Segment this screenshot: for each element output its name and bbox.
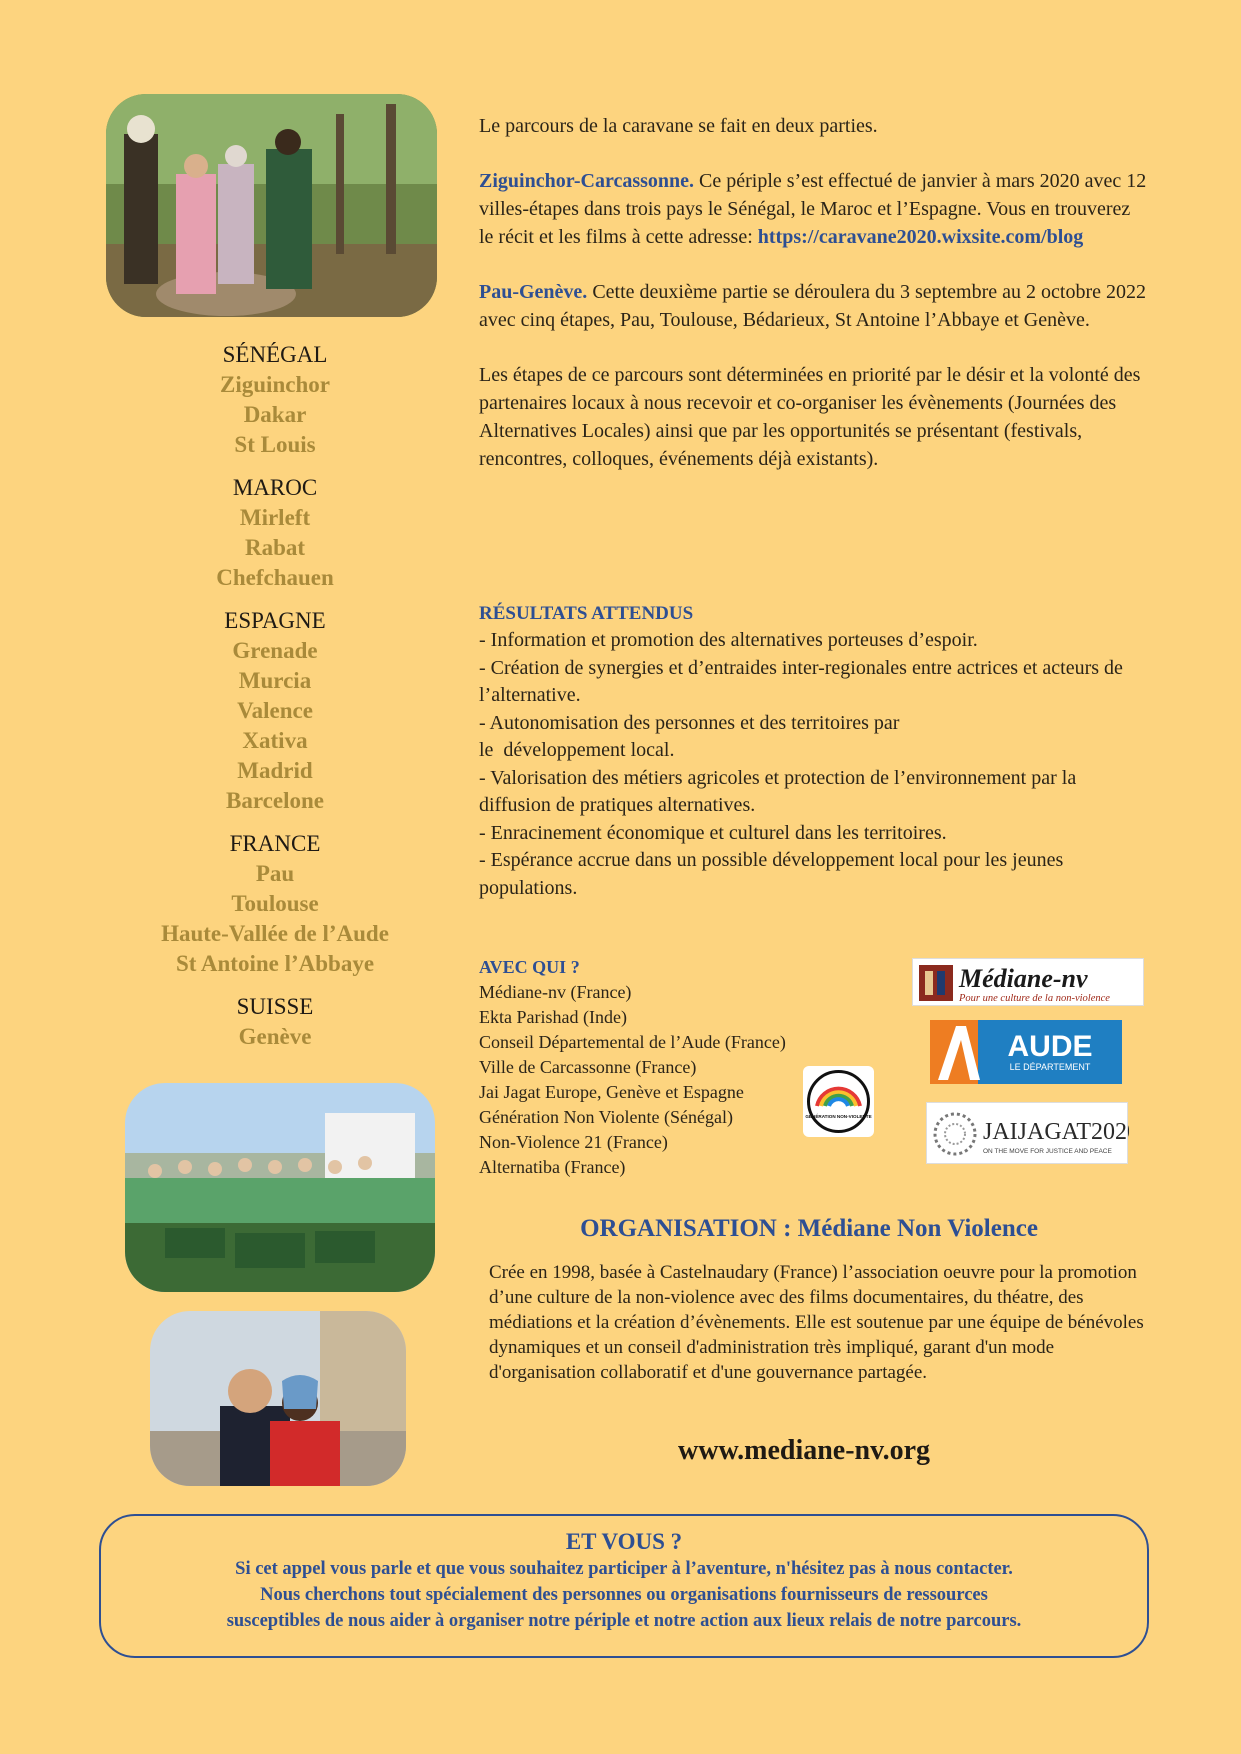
results-item: - Valorisation des métiers agricoles et protection de l’environnement par la diffusion de pratiques alternatives. bbox=[479, 766, 1077, 816]
pau-title: Pau-Genève. bbox=[479, 281, 588, 303]
organisation-title: ORGANISATION : Médiane Non Violence bbox=[580, 1215, 1038, 1242]
city: Haute-Vallée de l’Aude bbox=[161, 921, 389, 946]
ziguinchor-text: Ce périple s’est effectué de janvier à mars 2020 avec 12 villes-étapes dans trois pays le Sénégal, le Maroc et l’Espagne. Vous en trouverez le récit et les films à cette adresse: bbox=[479, 170, 1147, 248]
gnv-logo-name: GÉNÉRATION NON-VIOLENTE bbox=[805, 1114, 872, 1119]
city: Grenade bbox=[232, 638, 318, 663]
aude-logo-sub: LE DÉPARTEMENT bbox=[1009, 1062, 1091, 1072]
results-item: - Information et promotion des alternatives porteuses d’espoir. bbox=[479, 629, 978, 651]
city: Pau bbox=[255, 861, 295, 886]
city: Chefchauen bbox=[216, 565, 334, 590]
organisation-text: Crée en 1998, basée à Castelnaudary (France) l’association oeuvre pour la promotion d’une culture de la non-violence avec des films documentaires, du théatre, des médiations et la création d’évènements. Elle est soutenue par une équipe de bénévoles dynamiques et un conseil d'administration très impliqué, garant d'un mode d'organisation collaboratif et d'une gouvernance partagée. bbox=[489, 1262, 1144, 1383]
blog-link[interactable]: https://caravane2020.wixsite.com/blog bbox=[757, 226, 1084, 248]
results-item: - Création de synergies et d’entraides inter-regionales entre actrices et acteurs de l’alternative. bbox=[479, 656, 1123, 706]
city: Murcia bbox=[238, 668, 312, 693]
ziguinchor-title: Ziguinchor-Carcassonne. bbox=[479, 170, 695, 192]
intro-paragraph: Le parcours de la caravane se fait en deux parties. bbox=[479, 115, 878, 137]
partners-section bbox=[479, 955, 859, 1180]
country-name: SUISSE bbox=[236, 994, 314, 1019]
city: Ziguinchor bbox=[220, 372, 330, 397]
partner-item: Jai Jagat Europe, Genève et Espagne bbox=[479, 1082, 744, 1102]
ziguinchor-paragraph bbox=[479, 167, 1149, 251]
countries-list bbox=[130, 340, 420, 1065]
partner-item: Alternatiba (France) bbox=[479, 1157, 626, 1177]
city: Barcelone bbox=[226, 788, 324, 813]
city: Genève bbox=[238, 1024, 312, 1049]
callout-line: Nous cherchons tout spécialement des personnes ou organisations fournisseurs de ressources bbox=[260, 1585, 988, 1605]
country-group-senegal bbox=[130, 340, 420, 460]
partner-item: Conseil Départemental de l’Aude (France) bbox=[479, 1032, 786, 1052]
results-item: - Espérance accrue dans un possible développement local pour les jeunes populations. bbox=[479, 849, 1064, 899]
country-name: ESPAGNE bbox=[224, 608, 326, 633]
etapes-paragraph: Les étapes de ce parcours sont déterminées en priorité par le désir et la volonté des partenaires locaux à nous recevoir et co-organiser les évènements (Journées des Alternatives Locales) ainsi que par les opportunités se présentant (festivals, rencontres, colloques, événements déjà existants). bbox=[479, 364, 1141, 470]
callout-title: ET VOUS ? bbox=[565, 1529, 683, 1554]
country-group-espagne bbox=[130, 606, 420, 816]
aude-logo bbox=[930, 1020, 1122, 1084]
country-name: FRANCE bbox=[229, 831, 321, 856]
call-to-action-box bbox=[99, 1514, 1149, 1658]
jaijagat-logo-sub: ON THE MOVE FOR JUSTICE AND PEACE bbox=[983, 1148, 1112, 1155]
country-group-maroc bbox=[130, 473, 420, 593]
callout-line: susceptibles de nous aider à organiser notre périple et notre action aux lieux relais de notre parcours. bbox=[226, 1611, 1022, 1631]
photo-group-garden bbox=[106, 94, 437, 317]
partners-title: AVEC QUI ? bbox=[479, 957, 580, 977]
intro-section bbox=[479, 112, 1149, 500]
pau-paragraph bbox=[479, 278, 1149, 334]
country-group-france bbox=[130, 829, 420, 979]
jaijagat-logo-name: JAIJAGAT2020 bbox=[983, 1119, 1129, 1145]
partner-item: Médiane-nv (France) bbox=[479, 982, 632, 1002]
country-group-suisse bbox=[130, 992, 420, 1052]
partner-item: Ville de Carcassonne (France) bbox=[479, 1057, 697, 1077]
results-item: - Autonomisation des personnes et des territoires par le développement local. bbox=[479, 711, 900, 761]
photo-volunteers-harvest bbox=[125, 1083, 435, 1292]
mediane-logo-tagline: Pour une culture de la non-violence bbox=[959, 993, 1110, 1004]
city: Valence bbox=[237, 698, 313, 723]
city: Dakar bbox=[243, 402, 307, 427]
city: Rabat bbox=[244, 535, 306, 560]
pau-text: Cette deuxième partie se déroulera du 3 septembre au 2 octobre 2022 avec cinq étapes, Pau, Toulouse, Bédarieux, St Antoine l’Abbaye et Genève. bbox=[479, 281, 1146, 331]
results-item: - Enracinement économique et culturel dans les territoires. bbox=[479, 821, 947, 844]
results-section bbox=[479, 600, 1149, 902]
city: Toulouse bbox=[231, 891, 319, 916]
city: Xativa bbox=[242, 728, 308, 753]
results-title: RÉSULTATS ATTENDUS bbox=[479, 603, 694, 624]
country-name: MAROC bbox=[232, 475, 318, 500]
partner-item: Non-Violence 21 (France) bbox=[479, 1132, 668, 1152]
jaijagat-logo bbox=[926, 1102, 1128, 1164]
partner-item: Génération Non Violente (Sénégal) bbox=[479, 1107, 734, 1127]
partner-item: Ekta Parishad (Inde) bbox=[479, 1007, 627, 1027]
photo-embrace bbox=[150, 1311, 406, 1486]
city: St Antoine l’Abbaye bbox=[175, 951, 375, 976]
mediane-logo-name: Médiane-nv bbox=[959, 964, 1088, 993]
city: Mirleft bbox=[239, 505, 311, 530]
country-name: SÉNÉGAL bbox=[222, 342, 328, 367]
generation-non-violente-logo bbox=[803, 1066, 874, 1137]
aude-logo-name: AUDE bbox=[1007, 1030, 1093, 1063]
city: St Louis bbox=[234, 432, 316, 457]
mediane-logo bbox=[912, 958, 1144, 1006]
website-link[interactable]: www.mediane-nv.org bbox=[678, 1435, 930, 1466]
city: Madrid bbox=[237, 758, 313, 783]
callout-line: Si cet appel vous parle et que vous souhaitez participer à l’aventure, n'hésitez pas à nous contacter. bbox=[235, 1559, 1013, 1579]
